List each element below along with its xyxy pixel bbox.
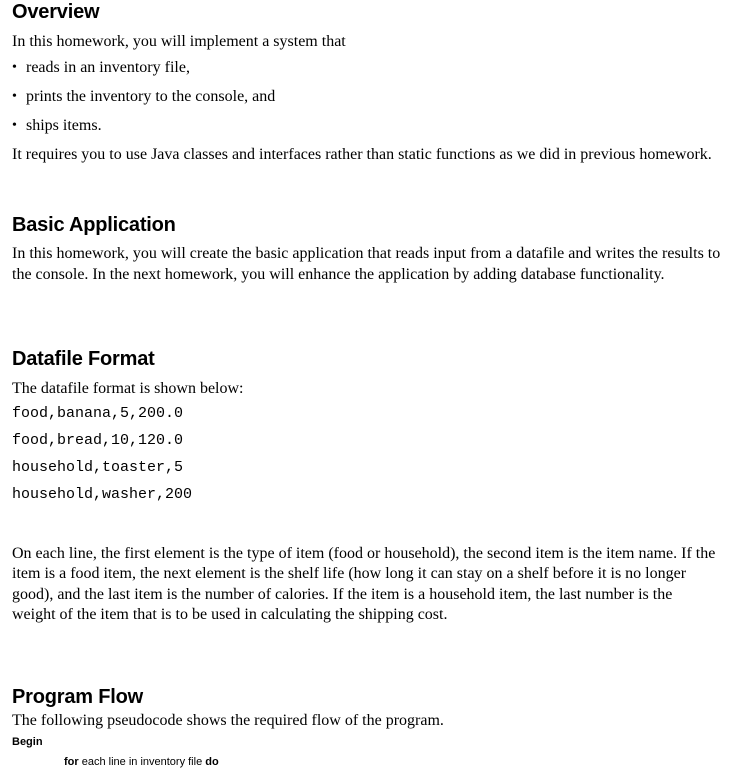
for-text: each line in inventory file bbox=[81, 755, 203, 768]
bullet-icon: • bbox=[12, 117, 17, 133]
overview-section bbox=[12, 0, 737, 165]
code-line: food,banana,5,200.0 bbox=[12, 404, 184, 422]
list-item: • ships items. bbox=[12, 116, 102, 134]
list-item: • prints the inventory to the console, and bbox=[12, 87, 276, 105]
basic-application-section bbox=[12, 213, 737, 285]
pseudocode-for-line bbox=[12, 755, 737, 769]
program-flow-intro: The following pseudocode shows the required flow of the program. bbox=[12, 712, 444, 729]
overview-intro: In this homework, you will implement a system that bbox=[12, 33, 346, 50]
code-line: household,washer,200 bbox=[12, 485, 193, 503]
code-line: household,toaster,5 bbox=[12, 458, 184, 476]
basic-application-heading: Basic Application bbox=[12, 214, 176, 236]
code-line: food,bread,10,120.0 bbox=[12, 431, 184, 449]
pseudocode-block bbox=[12, 735, 737, 769]
bullet-icon: • bbox=[12, 88, 17, 104]
bullet-icon: • bbox=[12, 59, 17, 75]
datafile-format-section bbox=[12, 347, 737, 626]
do-keyword: do bbox=[205, 755, 219, 768]
datafile-format-heading: Datafile Format bbox=[12, 348, 155, 370]
datafile-format-description: On each line, the first element is the type of item (food or household), the second item is the item name. If the item is a food item, the next element is the shelf life (how long it can stay on a shelf before it is no longer good), and the last item is the number of calories. If the item is a household item, the last number is the weight of the item that is to be used in calculating the shipping cost. bbox=[12, 544, 716, 623]
datafile-format-intro: The datafile format is shown below: bbox=[12, 380, 244, 397]
list-item: • reads in an inventory file, bbox=[12, 58, 190, 76]
basic-application-body: In this homework, you will create the basic application that reads input from a datafile and writes the results to the console. In the next homework, you will enhance the application by adding database functionality. bbox=[12, 245, 721, 283]
overview-bullet-list bbox=[12, 53, 737, 140]
pseudocode-begin: Begin bbox=[12, 735, 43, 748]
for-keyword: for bbox=[64, 755, 79, 768]
datafile-code-block bbox=[12, 400, 737, 508]
program-flow-section bbox=[12, 685, 737, 769]
overview-closing: It requires you to use Java classes and interfaces rather than static functions as we did in previous homework. bbox=[12, 145, 712, 163]
program-flow-heading: Program Flow bbox=[12, 686, 143, 708]
overview-heading: Overview bbox=[12, 1, 100, 23]
